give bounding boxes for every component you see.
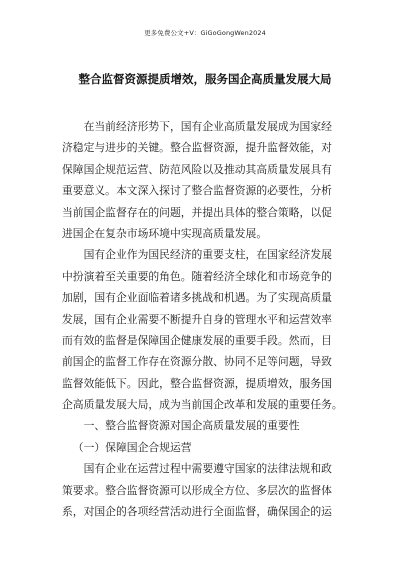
body-line: 监督效能低下。因此，整合监督资源，提质增效，服务国	[62, 376, 332, 390]
body-line: 加剧，国有企业面临着诸多挑战和机遇。为了实现高质量	[62, 291, 332, 305]
body-line: 而有效的监督是保障国企健康发展的重要手段。然而，目	[62, 333, 332, 347]
body-line: 在当前经济形势下，国有企业高质量发展成为国家经	[83, 120, 332, 133]
body-line: 保障国企规范运营、防范风险以及推动其高质量发展具有	[62, 162, 332, 176]
document-title: 整合监督资源提质增效，服务国企高质量发展大局	[78, 72, 332, 86]
header-note: 更多免费公文+V：GiGoGongWen2024	[144, 29, 266, 37]
body-line: 系，对国企的各项经营活动进行全面监督，确保国企的运	[62, 505, 332, 519]
document-body	[62, 116, 346, 522]
body-line: 策要求。整合监督资源可以形成全方位、多层次的监督体	[62, 483, 332, 497]
body-line: 国有企业在运营过程中需要遵守国家的法律法规和政	[83, 462, 332, 476]
body-line: 济稳定与进步的关键。整合监督资源，提升监督效能，对	[62, 141, 332, 155]
subsection-heading: （一）保障国企合规运营	[72, 440, 192, 454]
body-line: 前国企的监督工作存在资源分散、协同不足等问题，导致	[62, 355, 332, 369]
section-heading: 一、整合监督资源对国企高质量发展的重要性	[83, 419, 300, 433]
body-line: 中扮演着至关重要的角色。随着经济全球化和市场竞争的	[62, 269, 332, 283]
body-line: 当前国企监督存在的问题，并提出具体的整合策略，以促	[62, 205, 332, 219]
body-line: 重要意义。本文深入探讨了整合监督资源的必要性，分析	[62, 184, 332, 198]
body-line: 企高质量发展大局，成为当前国企改革和发展的重要任务。	[62, 398, 343, 412]
body-line: 进国企在复杂市场环境中实现高质量发展。	[62, 226, 268, 240]
body-line: 国有企业作为国民经济的重要支柱，在国家经济发展	[83, 248, 332, 262]
body-line: 发展，国有企业需要不断提升自身的管理水平和运营效率	[62, 312, 332, 326]
